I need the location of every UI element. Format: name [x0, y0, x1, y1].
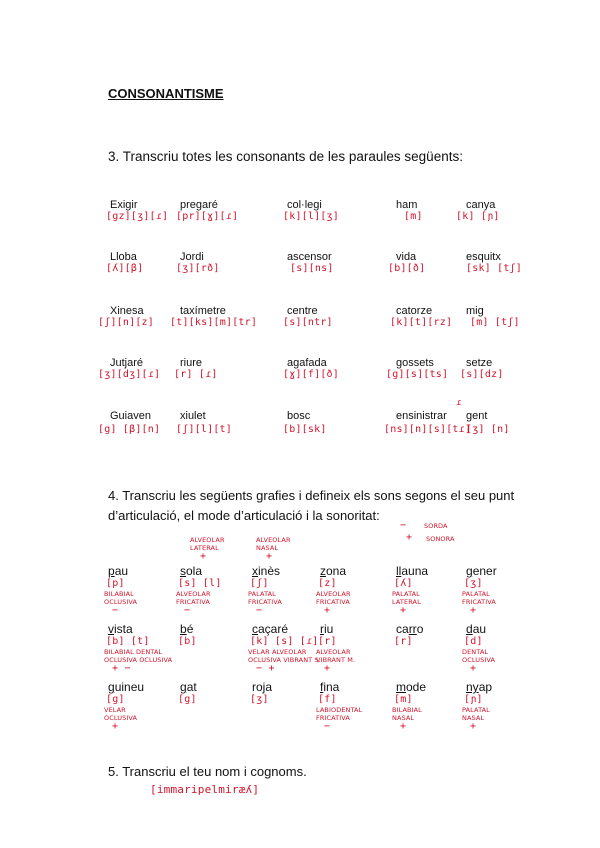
- q4-word-suffix: é: [186, 622, 194, 636]
- q3-word: ensinistrar: [396, 410, 447, 422]
- q4-grapheme: r: [320, 622, 324, 636]
- q3-transcription: [k][t][rz]: [390, 317, 453, 328]
- q4-voicing-mark: −: [324, 721, 331, 732]
- q4-description: BILABIAL: [104, 590, 134, 598]
- q3-transcription: [m] [tʃ]: [470, 317, 520, 328]
- q4-voicing-mark: −: [184, 605, 191, 616]
- q3-transcription: [ns][n][s][tɾ]: [384, 424, 472, 435]
- q3-word: canya: [466, 199, 496, 211]
- q4-description: BILABIAL DENTAL: [104, 648, 163, 656]
- q4-description: PALATAL: [248, 590, 276, 598]
- q4-word-suffix: roja: [252, 680, 273, 694]
- note-line: NASAL: [256, 544, 279, 552]
- q3-word: Exigir: [110, 199, 138, 211]
- q3-word: setze: [466, 357, 493, 369]
- q3-transcription: [k][l][ʒ]: [283, 211, 339, 222]
- q4-grapheme: g: [180, 680, 187, 694]
- q4-word: [466, 564, 497, 578]
- q4-voicing-mark: +: [470, 605, 477, 616]
- q4-grapheme: ny: [466, 680, 479, 694]
- q4-voicing-mark: −: [256, 605, 263, 616]
- q3-word: vida: [396, 251, 417, 263]
- q4-transcription: [ʃ]: [250, 578, 269, 589]
- q3-word: catorze: [396, 305, 433, 317]
- q4-word: [108, 564, 128, 578]
- q4-transcription: [ʒ]: [250, 694, 269, 705]
- q4-word: [396, 564, 428, 578]
- q3-transcription: [g] [β][n]: [98, 424, 161, 435]
- q4-word-suffix: ista: [114, 622, 133, 636]
- q4-word: [252, 564, 280, 578]
- q4-word: [396, 622, 423, 636]
- q4-description: FRICATIVA: [248, 598, 282, 606]
- q4-description: OCLUSIVA: [104, 714, 138, 722]
- legend-sonora-label: SONORA: [426, 535, 455, 543]
- q4-word-suffix: iu: [324, 622, 334, 636]
- q3-transcription: [m]: [404, 211, 423, 222]
- q4-grapheme: z: [320, 564, 326, 578]
- q4-word: [180, 622, 193, 636]
- q4-grapheme: x: [252, 564, 258, 578]
- q4-transcription: [ɲ]: [464, 694, 483, 705]
- q3-transcription: [k] [ɲ]: [456, 211, 500, 222]
- note-mark: +: [200, 551, 207, 562]
- q4-word-suffix: ona: [326, 564, 347, 578]
- q4-description: NASAL: [392, 714, 415, 722]
- note-line: ALVEOLAR: [190, 536, 225, 544]
- q3-transcription: [ʃ][l][t]: [176, 424, 232, 435]
- q4-description: NASAL: [462, 714, 485, 722]
- q4-grapheme: g: [466, 564, 473, 578]
- q4-transcription: [k] [s] [ɾ]: [250, 636, 319, 647]
- q4-transcription: [g]: [178, 694, 197, 705]
- q4-transcription: [b]: [178, 636, 197, 647]
- q4-grapheme: v: [108, 622, 114, 636]
- q3-word: Lloba: [110, 251, 137, 263]
- q4-description: VELAR: [104, 706, 126, 714]
- q4-description: LATERAL: [392, 598, 421, 606]
- q4-transcription: [r]: [394, 636, 413, 647]
- q4-word-suffix: au: [472, 622, 487, 636]
- q4-description: ALVEOLAR: [176, 590, 211, 598]
- q3-transcription: [b][sk]: [283, 424, 327, 435]
- page-title: CONSONANTISME: [108, 86, 224, 101]
- note-line: ALVEOLAR: [256, 536, 291, 544]
- q4-word-suffix: ina: [323, 680, 340, 694]
- q4-grapheme: rr: [408, 622, 417, 636]
- q4-word-suffix: at: [186, 680, 197, 694]
- q4-transcription: [s] [l]: [178, 578, 222, 589]
- q4-grapheme: p: [108, 564, 115, 578]
- q3-word: gent: [466, 410, 488, 422]
- q3-word: mig: [466, 305, 484, 317]
- q4-transcription: [ʎ]: [394, 578, 413, 589]
- question-3-text: 3. Transcriu totes les consonants de les paraules següents:: [108, 149, 463, 164]
- q4-word-prefix: ca: [396, 622, 409, 636]
- q4-word-suffix: ap: [478, 680, 493, 694]
- q3-transcription: [pr][ɣ][ɾ]: [176, 211, 239, 222]
- q4-word-suffix: uineu: [114, 680, 145, 694]
- q4-word: [320, 564, 346, 578]
- q3-transcription: [ʃ][n][z]: [98, 317, 154, 328]
- q3-word: Xinesa: [110, 305, 144, 317]
- q3-transcription: [ʒ][dʒ][ɾ]: [98, 369, 161, 380]
- q4-voicing-mark: +: [470, 721, 477, 732]
- q4-description: OCLUSIVA VIBRANT S.: [248, 656, 321, 664]
- question-5-text: 5. Transcriu el teu nom i cognoms.: [108, 764, 307, 779]
- q4-transcription: [ʒ]: [464, 578, 483, 589]
- q4-word-suffix: ode: [406, 680, 427, 694]
- q4-description: FRICATIVA: [316, 598, 350, 606]
- q4-description: PALATAL: [462, 590, 490, 598]
- legend-sorda-label: SORDA: [424, 522, 448, 530]
- q4-transcription: [r]: [318, 636, 337, 647]
- q3-word: centre: [287, 305, 318, 317]
- q3-word: taxímetre: [180, 305, 226, 317]
- q3-transcription: [gz][ʒ][ɾ]: [106, 211, 169, 222]
- q4-description: ALVEOLAR: [316, 590, 351, 598]
- q4-voicing-mark: + −: [112, 663, 131, 674]
- q4-word: [252, 622, 288, 636]
- note-line: LATERAL: [190, 544, 219, 552]
- q4-word: [108, 680, 144, 694]
- q3-word: pregaré: [180, 199, 218, 211]
- q4-description: FRICATIVA: [462, 598, 496, 606]
- q4-word: [396, 680, 426, 694]
- q3-word: ham: [396, 199, 418, 211]
- q4-word-suffix: ener: [472, 564, 497, 578]
- q4-description: FRICATIVA: [316, 714, 350, 722]
- q4-word: [320, 622, 333, 636]
- q4-word-suffix: açaré: [258, 622, 289, 636]
- q4-voicing-mark: +: [400, 721, 407, 732]
- q4-word: [108, 622, 133, 636]
- q4-description: FRICATIVA: [176, 598, 210, 606]
- q4-description: VIBRANT M.: [316, 656, 356, 664]
- q3-word: Jutjaré: [110, 357, 144, 369]
- q4-description: BILABIAL: [392, 706, 422, 714]
- q3-word: xiulet: [180, 410, 206, 422]
- q4-description: DENTAL: [462, 648, 489, 656]
- q4-voicing-mark: − +: [256, 663, 275, 674]
- q4-word-suffix: ola: [186, 564, 203, 578]
- q3-word: col·legi: [287, 199, 322, 211]
- q4-description: OCLUSIVA OCLUSIVA: [104, 656, 173, 664]
- q4-description: ALVEOLAR: [316, 648, 351, 656]
- q4-word: [466, 622, 486, 636]
- q4-voicing-mark: +: [324, 663, 331, 674]
- q3-word: esquitx: [466, 251, 501, 263]
- q4-voicing-mark: +: [400, 605, 407, 616]
- q3-word: Jordi: [180, 251, 204, 263]
- q4-word-suffix: au: [114, 564, 129, 578]
- q4-grapheme: d: [466, 622, 473, 636]
- q4-transcription: [f]: [318, 694, 337, 705]
- q4-voicing-mark: +: [112, 721, 119, 732]
- q4-word-suffix: o: [416, 622, 424, 636]
- q4-word: [180, 680, 197, 694]
- q4-word-suffix: inès: [258, 564, 281, 578]
- q4-description: OCLUSIVA: [104, 598, 138, 606]
- q3-transcription: [t][ks][m][tr]: [170, 317, 258, 328]
- q3-transcription: [ɣ][f][ð]: [283, 369, 339, 380]
- q4-word: [320, 680, 339, 694]
- q4-transcription: [p]: [106, 578, 125, 589]
- q4-voicing-mark: +: [324, 605, 331, 616]
- question-4-text: 4. Transcriu les següents grafies i defineix els sons segons el seu punt d’articulació, el mode d’articulació i la sonoritat:: [108, 488, 515, 523]
- q3-transcription: [g][s][ts]: [386, 369, 449, 380]
- q4-voicing-mark: −: [112, 605, 119, 616]
- q3-word: ascensor: [287, 251, 332, 263]
- q3-insert-mark: ɾ: [456, 398, 462, 408]
- q3-transcription: [b][ð]: [388, 263, 426, 274]
- legend-sonora-sign: +: [406, 532, 413, 543]
- q3-word: gossets: [396, 357, 434, 369]
- q4-grapheme: ll: [396, 564, 402, 578]
- q3-transcription: [sk] [tʃ]: [466, 263, 522, 274]
- note-mark: +: [266, 551, 273, 562]
- q3-transcription: [s][ntr]: [283, 317, 333, 328]
- q4-word-suffix: auna: [401, 564, 429, 578]
- q4-transcription: [m]: [394, 694, 413, 705]
- q4-grapheme: m: [396, 680, 406, 694]
- q4-grapheme: c: [252, 622, 258, 636]
- q3-transcription: [s][ns]: [290, 263, 334, 274]
- q4-word: [252, 680, 272, 694]
- q3-word: riure: [180, 357, 203, 369]
- q4-grapheme: g: [108, 680, 115, 694]
- q4-word: [466, 680, 492, 694]
- q4-description: PALATAL: [392, 590, 420, 598]
- q4-grapheme: b: [180, 622, 187, 636]
- q4-description: OCLUSIVA: [462, 656, 496, 664]
- q4-description: PALATAL: [462, 706, 490, 714]
- q4-grapheme: f: [320, 680, 324, 694]
- q4-word: [180, 564, 202, 578]
- q4-description: LABIODENTAL: [316, 706, 363, 714]
- q3-transcription: [s][dz]: [460, 369, 504, 380]
- q3-word: agafada: [287, 357, 327, 369]
- q4-transcription: [d]: [464, 636, 483, 647]
- q3-word: bosc: [287, 410, 311, 422]
- q3-transcription: [ʒ] [n]: [466, 424, 510, 435]
- q4-grapheme: s: [180, 564, 186, 578]
- q3-transcription: [ʒ][rð]: [176, 263, 220, 274]
- legend-sorda-sign: −: [400, 520, 407, 531]
- q3-transcription: [r] [ɾ]: [174, 369, 218, 380]
- q4-transcription: [b] [t]: [106, 636, 150, 647]
- q3-word: Guiaven: [110, 410, 151, 422]
- q4-description: VELAR ALVEOLAR: [248, 648, 307, 656]
- q4-transcription: [z]: [318, 578, 337, 589]
- q3-transcription: [ʎ][β]: [106, 263, 144, 274]
- q4-transcription: [g]: [106, 694, 125, 705]
- q5-answer: [immaripelmiræʎ]: [150, 783, 260, 796]
- q4-voicing-mark: +: [470, 663, 477, 674]
